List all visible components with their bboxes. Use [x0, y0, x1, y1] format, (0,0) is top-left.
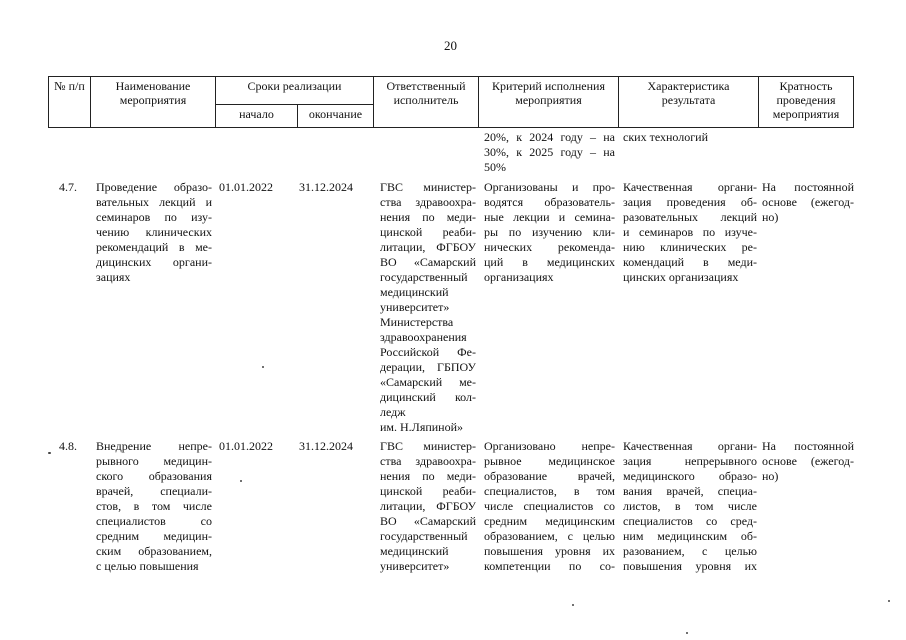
text-line: ского образования [96, 469, 212, 483]
text-line: образованием, с целью [484, 529, 615, 543]
text-line: Российской Фе- [380, 345, 476, 359]
row-name [96, 180, 212, 285]
row-executor [380, 180, 476, 435]
text-line: цинской реаби- [380, 225, 476, 239]
text-line: организациях [484, 270, 554, 284]
text-line: но) [762, 210, 779, 224]
text-line: повышения уровня их [484, 544, 615, 558]
row-start-date: 01.01.2022 [219, 180, 273, 194]
text-line: врачей, специали- [96, 484, 212, 498]
text-line: государственный [380, 270, 468, 284]
text-line: Качественная органи- [623, 180, 757, 194]
text-line: ВО «Самарский [380, 514, 476, 528]
text-line: ним медицинским об- [623, 529, 757, 543]
continuation-criterion [484, 130, 615, 175]
text-line: университет» [380, 300, 450, 314]
text-line: средним медицинским [484, 514, 615, 528]
row-frequency [762, 180, 854, 225]
row-number: 4.8. [59, 439, 77, 453]
text-line: нию клинических ре- [623, 240, 757, 254]
text-line: рывное медицинское [484, 454, 615, 468]
text-line: вательных лекций и [96, 195, 212, 209]
row-criterion [484, 180, 615, 285]
page-number: 20 [444, 38, 457, 53]
scan-speck [572, 604, 574, 606]
header-criterion: Критерий исполнения мероприятия [479, 77, 619, 128]
text-line: вания врачей, специа- [623, 484, 757, 498]
text-line: зация непрерывного [623, 454, 757, 468]
text-line: дерации, ГБПОУ [380, 360, 476, 374]
text-line: ные лекции и семина- [484, 210, 615, 224]
text-line: Организовано непре- [484, 439, 615, 453]
text-line: ций в медицинских [484, 255, 615, 269]
header-num: № п/п [49, 77, 91, 128]
text-line: нения по меди- [380, 210, 476, 224]
scan-speck [48, 452, 51, 454]
text-line: семинаров по изу- [96, 210, 212, 224]
text-line: образование врачей, [484, 469, 615, 483]
text-line: университет» [380, 559, 450, 573]
text-line: Организованы и про- [484, 180, 615, 194]
text-line: чению клинических [96, 225, 212, 239]
text-line: цинской реаби- [380, 484, 476, 498]
text-line: им. Н.Ляпиной» [380, 420, 464, 434]
table-header [48, 76, 854, 128]
text-line: основе (ежегод- [762, 454, 854, 468]
header-start: начало [216, 104, 298, 127]
header-executor: Ответственный исполнитель [374, 77, 479, 128]
text-line: Министерства [380, 315, 454, 329]
row-start-date: 01.01.2022 [219, 439, 273, 453]
text-line: комендаций в меди- [623, 255, 757, 269]
scan-speck [262, 366, 264, 368]
text-line: «Самарский ме- [380, 375, 476, 389]
text-line: рекомендаций в ме- [96, 240, 212, 254]
text-line: медицинский [380, 544, 449, 558]
row-frequency [762, 439, 854, 484]
text-line: нения по меди- [380, 469, 476, 483]
text-line: листов, в том числе [623, 499, 757, 513]
text-line: компетенции по со- [484, 559, 615, 573]
text-line: водятся образователь- [484, 195, 615, 209]
text-line: ских технологий [623, 130, 709, 144]
continuation-result [623, 130, 757, 145]
text-line: государственный [380, 529, 468, 543]
text-line: 20%, к 2024 году – на [484, 130, 615, 144]
text-line: основе (ежегод- [762, 195, 854, 209]
text-line: На постоянной [762, 180, 854, 194]
text-line: числе специалистов со [484, 499, 615, 513]
text-line: ства здравоохра- [380, 454, 476, 468]
text-line: 50% [484, 160, 506, 174]
header-name: Наименование мероприятия [91, 77, 216, 128]
text-line: медицинский [380, 285, 449, 299]
text-line: ледж [380, 405, 406, 419]
text-line: стов, в том числе [96, 499, 212, 513]
row-end-date: 31.12.2024 [299, 180, 353, 194]
text-line: Внедрение непре- [96, 439, 212, 453]
text-line: дицинский кол- [380, 390, 476, 404]
text-line: нических рекоменда- [484, 240, 615, 254]
scan-speck [686, 632, 688, 634]
text-line: с целью повышения [96, 559, 199, 573]
scan-speck [240, 480, 242, 482]
text-line: медицинского образо- [623, 469, 757, 483]
text-line: разованием, с целью [623, 544, 757, 558]
text-line: ВО «Самарский [380, 255, 476, 269]
text-line: ства здравоохра- [380, 195, 476, 209]
header-end: окончание [298, 104, 374, 127]
text-line: литации, ФГБОУ [380, 499, 476, 513]
text-line: рывного медицин- [96, 454, 212, 468]
text-line: зация проведения об- [623, 195, 757, 209]
text-line: повышения уровня их [623, 559, 757, 573]
text-line: Проведение образо- [96, 180, 212, 194]
text-line: специалистов со сред- [623, 514, 757, 528]
text-line: ГВС министер- [380, 439, 476, 453]
text-line: и семинаров по изуче- [623, 225, 757, 239]
row-criterion [484, 439, 615, 574]
text-line: цинских организациях [623, 270, 739, 284]
text-line: ры по изучению кли- [484, 225, 615, 239]
row-executor [380, 439, 476, 574]
header-result: Характеристика результата [619, 77, 759, 128]
row-end-date: 31.12.2024 [299, 439, 353, 453]
text-line: ГВС министер- [380, 180, 476, 194]
text-line: 30%, к 2025 году – на [484, 145, 615, 159]
text-line: но) [762, 469, 779, 483]
header-dates: Сроки реализации [216, 77, 374, 105]
row-name [96, 439, 212, 574]
text-line: дицинских органи- [96, 255, 212, 269]
text-line: На постоянной [762, 439, 854, 453]
scan-speck [888, 600, 890, 602]
text-line: здравоохранения [380, 330, 467, 344]
text-line: литации, ФГБОУ [380, 240, 476, 254]
text-line: специалистов, в том [484, 484, 615, 498]
header-frequency: Кратность проведения мероприятия [759, 77, 854, 128]
text-line: специалистов со [96, 514, 212, 528]
text-line: Качественная органи- [623, 439, 757, 453]
row-result [623, 180, 757, 285]
text-line: зациях [96, 270, 131, 284]
text-line: средним медицин- [96, 529, 212, 543]
row-number: 4.7. [59, 180, 77, 194]
row-result [623, 439, 757, 574]
text-line: ским образованием, [96, 544, 212, 558]
text-line: разовательных лекций [623, 210, 757, 224]
